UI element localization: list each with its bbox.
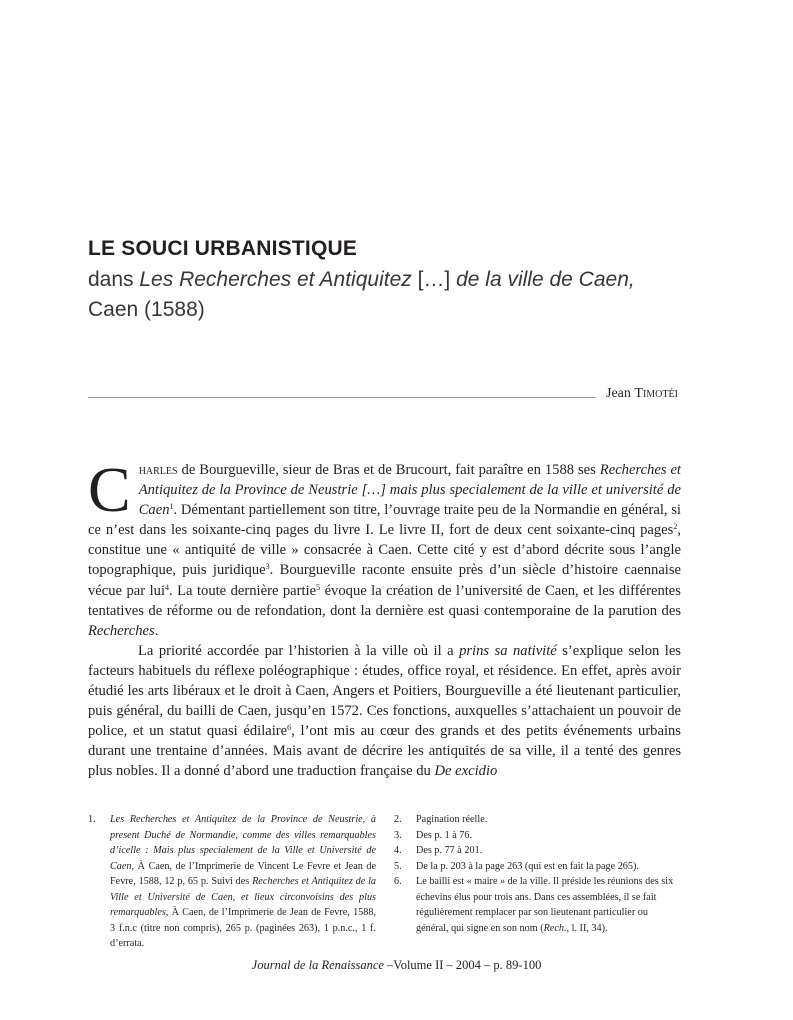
footnote-text [416,843,681,859]
journal-volume-pages: –Volume II – 2004 – p. 89-100 [383,958,542,972]
text-run: . [154,622,159,639]
footnote-1 [88,812,376,952]
subtitle-ellipsis: […] [411,268,457,291]
text-run: , À Caen, de l’Imprimerie de Jean de Fevre, 1588, 3 f.n.c (titre non compris), 265 p. (paginées 263), 1 p.n.c., 1 f. d’errata. [110,907,376,949]
footnote-2 [394,812,681,828]
journal-footer [0,958,793,973]
text-run: Des p. 1 à 76. [416,829,473,841]
text-run: . La toute dernière partie [169,582,317,599]
footnote-number: 4. [394,845,402,856]
text-run: évoque la création de l’université de Caen, et les différentes tentatives de réforme ou de refondation, dont la dernière est quasi contemporaine de la parution des [88,582,681,619]
footnote-6 [394,874,681,936]
footnote-ref: 4 [165,582,169,592]
text-run: . Démentant partiellement son titre, l’ouvrage traite peu de la Normandie en général, si ce n’est dans les soixante-cinq pages du livre I. Le livre II, fort de deux cent soixante-cinq pages [88,502,681,539]
footnote-text [416,828,681,844]
footnote-text [416,874,681,936]
footnote-4 [394,843,681,859]
text-run: , l. II, 34). [566,922,608,934]
author-byline [606,386,678,402]
footnote-ref: 6 [287,723,292,733]
footnote-text [416,859,681,875]
subtitle-prefix: dans [88,268,140,291]
footnotes-left-column [88,812,376,952]
paragraph-1 [88,454,682,641]
text-run: . Bourgueville raconte ensuite près d’un siècle d’histoire caennaise vécue par lui [88,562,682,599]
paragraph-2-text [88,643,681,780]
text-run: Recherches et Antiquitez de la Province de Neustrie […] mais plus specialement de la ville et université de Caen [138,462,681,519]
footnote-text [110,812,376,952]
text-run: De la p. 203 à la page 263 (qui est en fait la page 265). [416,860,639,872]
footnotes-right-column [394,812,681,936]
subtitle-italic-work: Les Recherches et Antiquitez [139,268,412,291]
text-run: prins sa nativité [459,642,557,659]
text-run: s’explique selon les facteurs habituels du réflexe poléographique : études, office royal, et résidence. En effet, après avoir étudié les arts libéraux et le droit à Caen, Angers et Poitiers, Bourgueville a été lieutenant particulier, puis général, du bailli de Caen, jusqu’en 1572. Ces fonctions, auxquelles s’attachaient un pouvoir de police, et un statut quasi édilaire [88,642,681,740]
footnote-ref: 2 [673,522,678,532]
title-block [88,236,708,324]
byline-rule [88,397,596,398]
paragraph-1-text [88,454,682,639]
footnote-ref: 1 [169,502,174,512]
footnote-number: 6. [394,876,402,887]
footnote-ref: 5 [316,582,321,592]
text-run: de Bourgueville, sieur de Bras et de Brucourt, fait paraître en 1588 ses [177,462,600,478]
footnote-number: 1. [88,814,96,825]
text-run: Les Recherches et Antiquitez de la Province de Neustrie, à present Duché de Normandie, comme des villes remarquables d’icelle : Mais plus specialement de la Ville et Université de Caen [110,814,376,872]
article-body [88,454,682,782]
subtitle-italic-city: de la ville de Caen, [456,268,635,291]
journal-name: Journal de la Renaissance [251,958,384,972]
text-run: Pagination réelle. [416,814,488,825]
article-subtitle [88,266,708,294]
subtitle-place-date: Caen (1588) [88,298,205,321]
text-run: , constitue une « antiquité de ville » consacrée à Caen. Cette cité y est d’abord décrite sous l’angle topographique, puis juridique [88,522,681,579]
footnote-text [416,812,681,828]
text-run: , l’ont mis au cœur des grands et des petits événements urbains durant une trentaine d’années. Mais avant de décrire les antiquités de sa ville, il a tenté des genres plus nobles. Il a donné d’abord une traduction française du [88,723,681,780]
text-run: De excidio [434,763,498,780]
footnote-number: 3. [394,829,402,841]
text-run: Rech. [543,922,567,934]
text-run: Recherches et Antiquitez de la Ville et Université de Caen, et lieux circonvoisins des plus remarquables [110,876,376,918]
text-run: harles [138,462,178,478]
footnote-number: 2. [394,814,402,825]
text-run: Recherches [88,622,155,639]
author-last-name: Timotéi [634,386,678,401]
footnote-5 [394,859,681,875]
paragraph-2 [88,641,681,782]
text-run: Des p. 77 à 201. [416,845,483,856]
drop-cap: C [88,454,131,525]
article-title: LE SOUCI URBANISTIQUE [88,237,358,260]
footnote-number: 5. [394,860,402,872]
author-first-name: Jean [606,386,635,401]
text-run: La priorité accordée par l’historien à la ville où il a [138,642,460,659]
footnote-ref: 3 [265,562,270,572]
text-run: Le bailli est « maire » de la ville. Il préside les réunions des six échevins élus pour trois ans. Dans ces assemblées, il se fait régulièrement remplacer par son lieutenant particulier ou général, qui signe en son nom ( [416,876,674,934]
footnote-3 [394,828,681,844]
text-run: , À Caen, de l’Imprimerie de Vincent Le Fevre et Jean de Fevre, 1588, 12 p, 65 p. Suivi des [110,860,376,887]
